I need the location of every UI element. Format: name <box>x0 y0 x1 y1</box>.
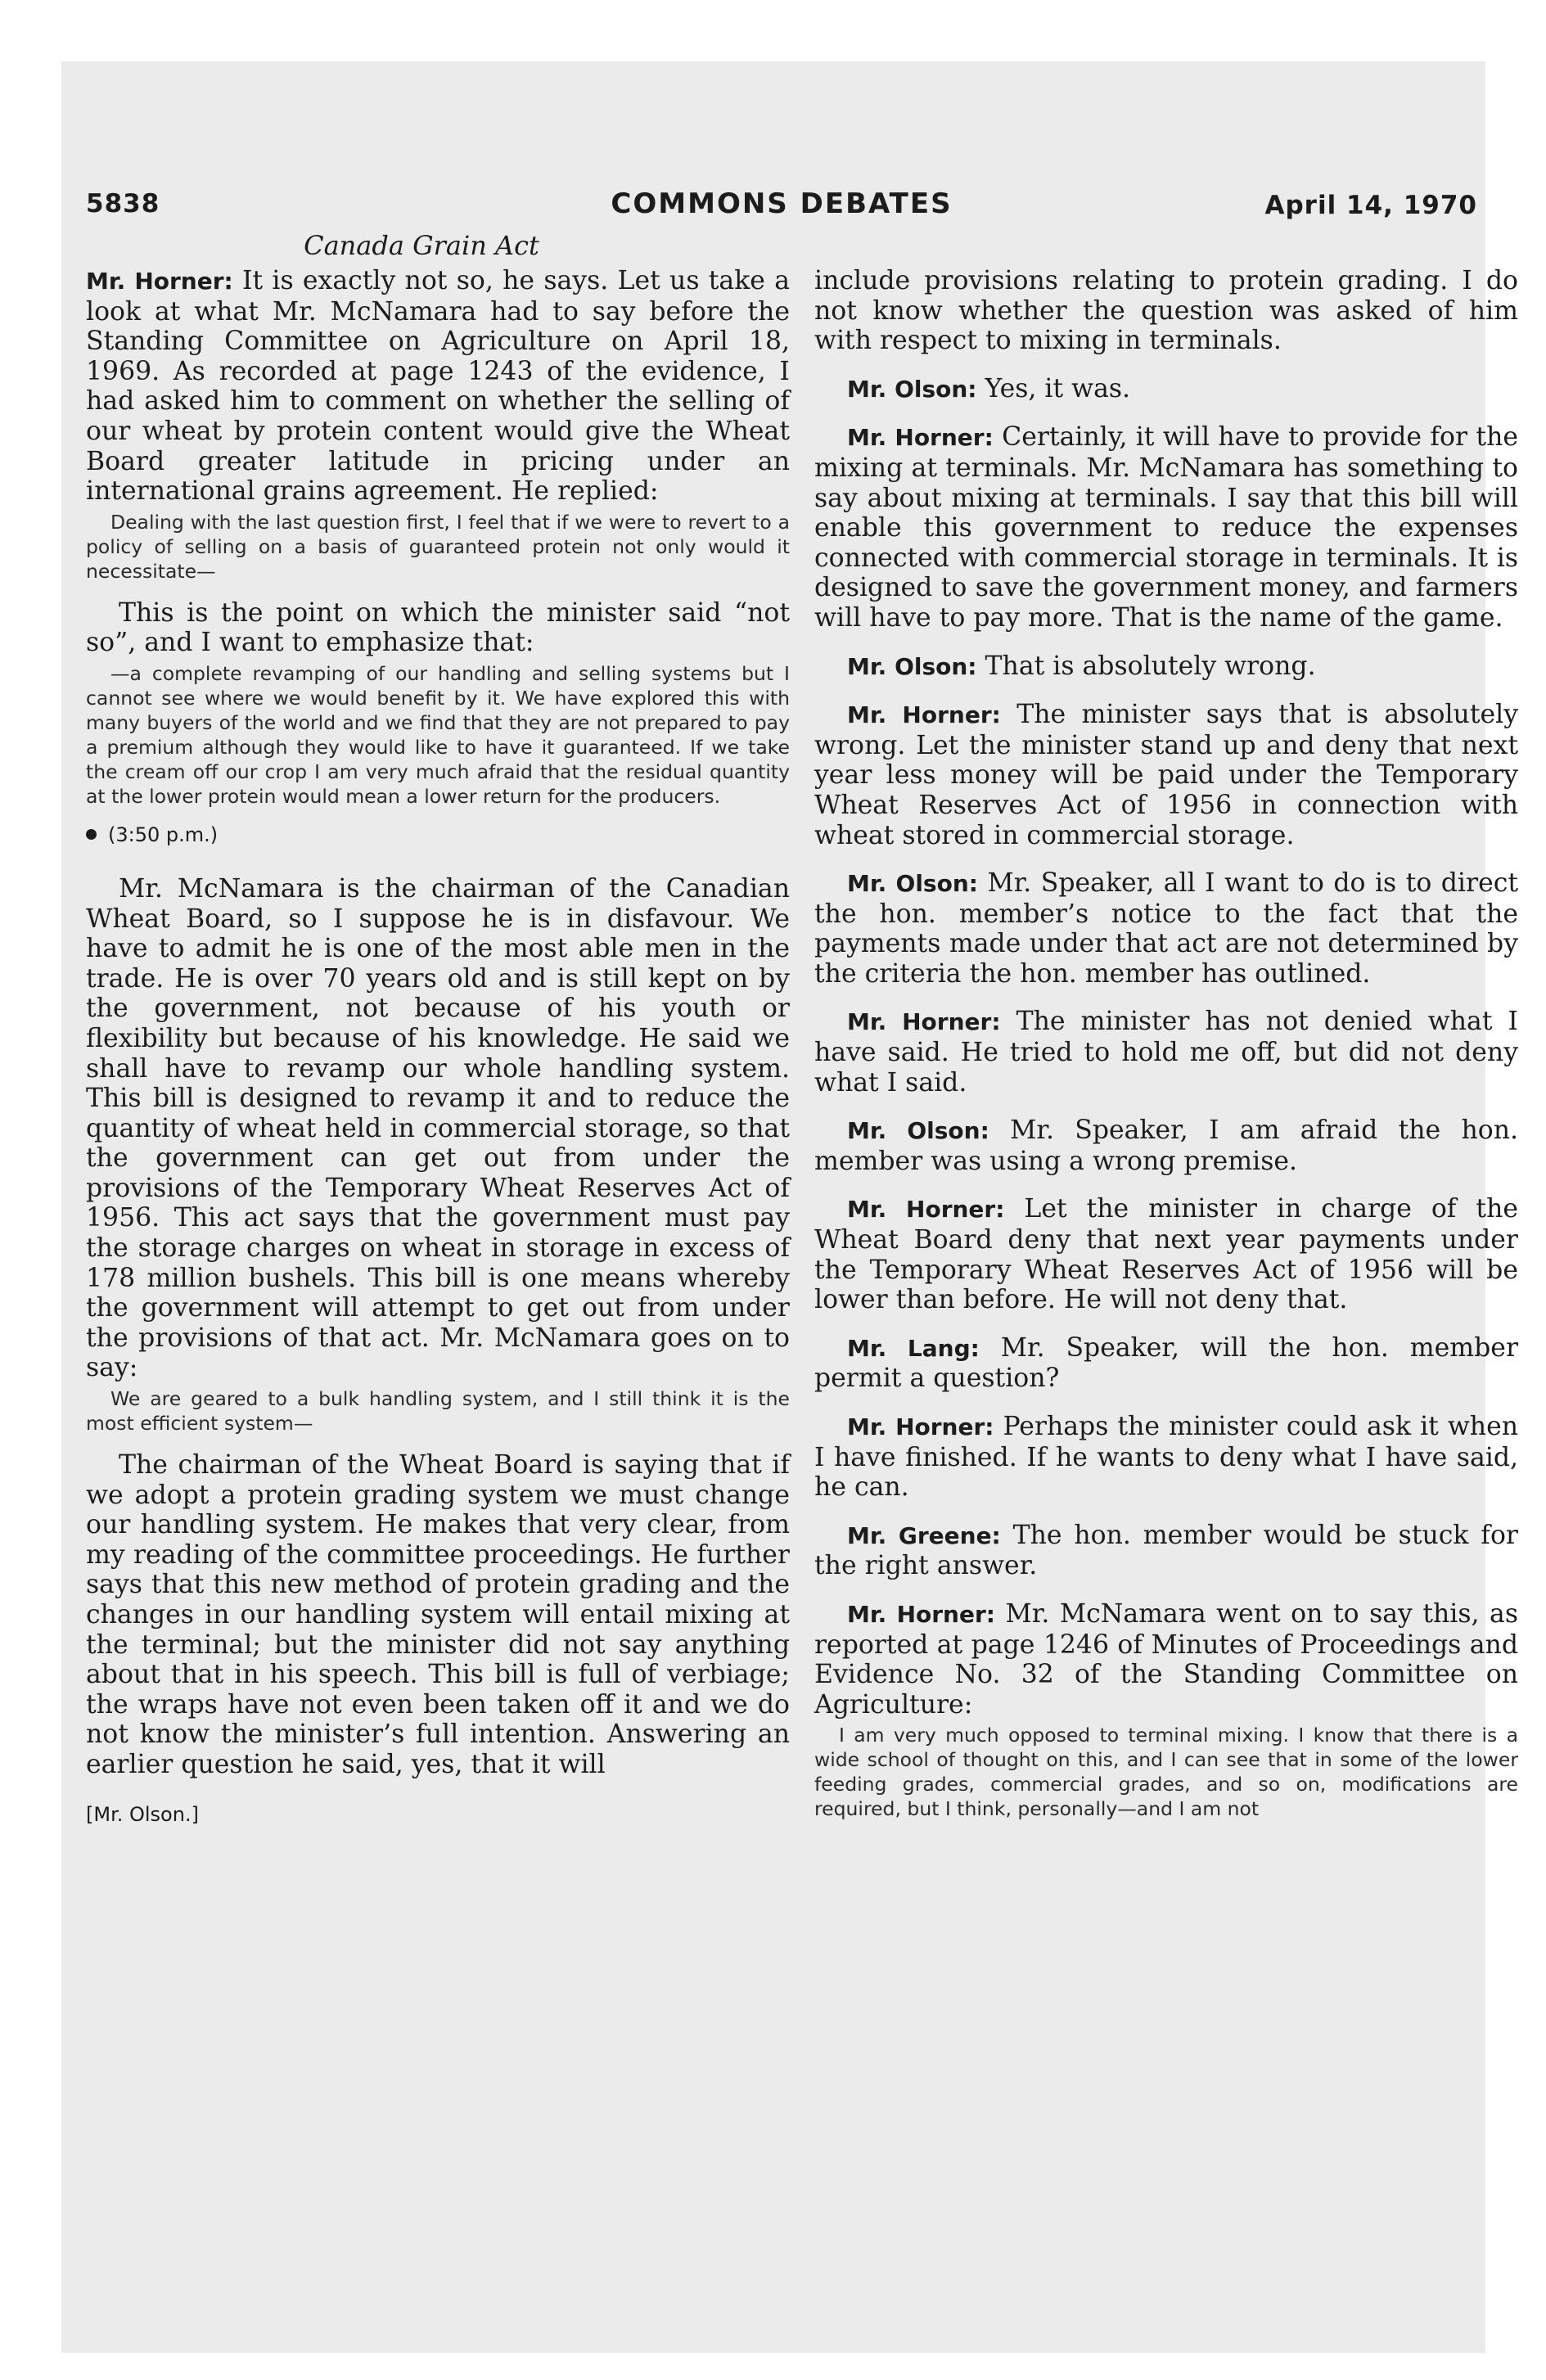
speaker-name: Mr. Horner: <box>847 701 1001 729</box>
paragraph <box>814 374 1518 405</box>
block-quote: I am very much opposed to terminal mixing. I know that there is a wide school of thought on this, and I can see that in some of the lower feeding grades, commercial grades, and so on, modifications are required, but I think, personally—and I am not <box>814 1724 1518 1821</box>
speaker-name: Mr. Olson: <box>847 375 977 403</box>
speech-text: Yes, it was. <box>985 373 1131 403</box>
section-subheading: Canada Grain Act <box>304 230 539 261</box>
paragraph <box>814 1412 1518 1503</box>
speech-text: Mr. McNamara went on to say this, as reported at page 1246 of Minutes of Proceedings and Evidence No. 32 of the Standing Committee on Agriculture: <box>814 1598 1518 1720</box>
paragraph: This is the point on which the minister said “not so”, and I want to emphasize that: <box>86 597 790 658</box>
publication-title: COMMONS DEBATES <box>611 187 953 220</box>
document-page <box>86 184 1519 2333</box>
speaker-name: Mr. Horner: <box>847 1196 1005 1224</box>
speech-text: Mr. Speaker, will the hon. member permit a question? <box>814 1332 1518 1394</box>
speech-text: Mr. Speaker, all I want to do is to direct the hon. member’s notice to the fact that the payments made under that act are not determined by the criteria the hon. member has outlined. <box>814 868 1519 989</box>
paragraph <box>814 1116 1518 1176</box>
speaker-name: Mr. Lang: <box>847 1334 980 1362</box>
paragraph <box>814 651 1518 683</box>
speaker-name: Mr. Olson: <box>847 1117 989 1145</box>
page-number: 5838 <box>86 189 160 219</box>
paragraph <box>814 1007 1518 1098</box>
block-quote: We are geared to a bulk handling system, and I still think it is the most efficient system— <box>86 1387 790 1436</box>
page-header <box>86 184 1477 225</box>
right-column <box>814 266 1518 1836</box>
paragraph <box>814 1333 1518 1394</box>
speaker-name: Mr. Horner: <box>86 268 233 295</box>
block-quote: Dealing with the last question first, I feel that if we were to revert to a policy of selling on a basis of guaranteed protein not only would it necessitate— <box>86 510 790 583</box>
paragraph: include provisions relating to protein grading. I do not know whether the question was asked of him with respect to mixing in terminals. <box>814 266 1518 356</box>
speech-text: That is absolutely wrong. <box>985 651 1316 681</box>
speaker-name: Mr. Horner: <box>847 424 994 452</box>
speech-text: Certainly, it will have to provide for the mixing at terminals. Mr. McNamara has something to say about mixing at terminals. I say that this bill will enable this government to reduce the expenses connected with commercial storage in terminals. It is designed to save the government money, and farmers will have to pay more. That is the name of the game. <box>814 422 1518 633</box>
speech-text: The minister says that is absolutely wrong. Let the minister stand up and deny that next year less money will be paid under the Temporary Wheat Reserves Act of 1956 in connection with wheat stored in commercial storage. <box>814 700 1518 850</box>
timestamp <box>86 823 790 846</box>
paragraph <box>814 1521 1518 1581</box>
paragraph: Mr. McNamara is the chairman of the Canadian Wheat Board, so I suppose he is in disfavour. We have to admit he is one of the most able men in the trade. He is over 70 years old and is still kept on by the government, not because of his youth or flexibility but because of his knowledge. He said we shall have to revamp our whole handling system. This bill is designed to revamp it and to reduce the quantity of wheat held in commercial storage, so that the government can get out from under the provisions of the Temporary Wheat Reserves Act of 1956. This act says that the government must pay the storage charges on wheat in storage in excess of 178 million bushels. This bill is one means whereby the government will attempt to get out from under the provisions of that act. Mr. McNamara goes on to say: <box>86 873 790 1383</box>
speech-text: The minister has not denied what I have said. He tried to hold me off, but did not deny what I said. <box>814 1007 1518 1098</box>
speaker-name: Mr. Olson: <box>847 870 978 898</box>
speaker-name: Mr. Olson: <box>847 652 977 680</box>
speaker-name: Mr. Horner: <box>847 1600 995 1628</box>
page-date: April 14, 1970 <box>1264 191 1477 220</box>
block-quote: —a complete revamping of our handling and selling systems but I cannot see where we would benefit by it. We have explored this with many buyers of the world and we find that they are not prepared to pay a premium although they would like to have it guaranteed. If we take the cream off our crop I am very much afraid that the residual quantity at the lower protein would mean a lower return for the producers. <box>86 661 790 808</box>
page-footer: [Mr. Olson.] <box>86 1802 199 1826</box>
speech-text: Perhaps the minister could ask it when I have finished. If he wants to deny what I have said, he can. <box>814 1412 1518 1503</box>
paragraph <box>814 1194 1518 1314</box>
bullet-icon <box>86 829 97 840</box>
speaker-name: Mr. Horner: <box>847 1413 994 1440</box>
speech-text: Let the minister in charge of the Wheat Board deny that next year payments under the Temporary Wheat Reserves Act of 1956 will be lower than before. He will not deny that. <box>814 1194 1518 1315</box>
left-column <box>86 266 790 1826</box>
paragraph <box>814 868 1518 989</box>
paragraph <box>814 700 1518 850</box>
speech-text: Mr. Speaker, I am afraid the hon. member was using a wrong premise. <box>814 1116 1519 1176</box>
speech-text: The hon. member would be stuck for the right answer. <box>814 1520 1518 1581</box>
speaker-name: Mr. Greene: <box>847 1521 1001 1549</box>
timestamp-text: (3:50 p.m.) <box>108 823 219 846</box>
paragraph <box>814 1599 1518 1720</box>
paragraph <box>86 266 790 507</box>
speaker-name: Mr. Horner: <box>847 1008 1001 1036</box>
speech-text: It is exactly not so, he says. Let us take a look at what Mr. McNamara had to say before the Standing Committee on Agriculture on April 18, 1969. As recorded at page 1243 of the evidence, I had asked him to comment on whether the selling of our wheat by protein content would give the Wheat Board greater latitude in pricing under an international grains agreement. He replied: <box>86 266 790 507</box>
paragraph <box>814 422 1518 633</box>
paragraph: The chairman of the Wheat Board is saying that if we adopt a protein grading system we must change our handling system. He makes that very clear, from my reading of the committee proceedings. He further says that this new method of protein grading and the changes in our handling system will entail mixing at the terminal; but the minister did not say anything about that in his speech. This bill is full of verbiage; the wraps have not even been taken off it and we do not know the minister’s full intention. Answering an earlier question he said, yes, that it will <box>86 1450 790 1779</box>
